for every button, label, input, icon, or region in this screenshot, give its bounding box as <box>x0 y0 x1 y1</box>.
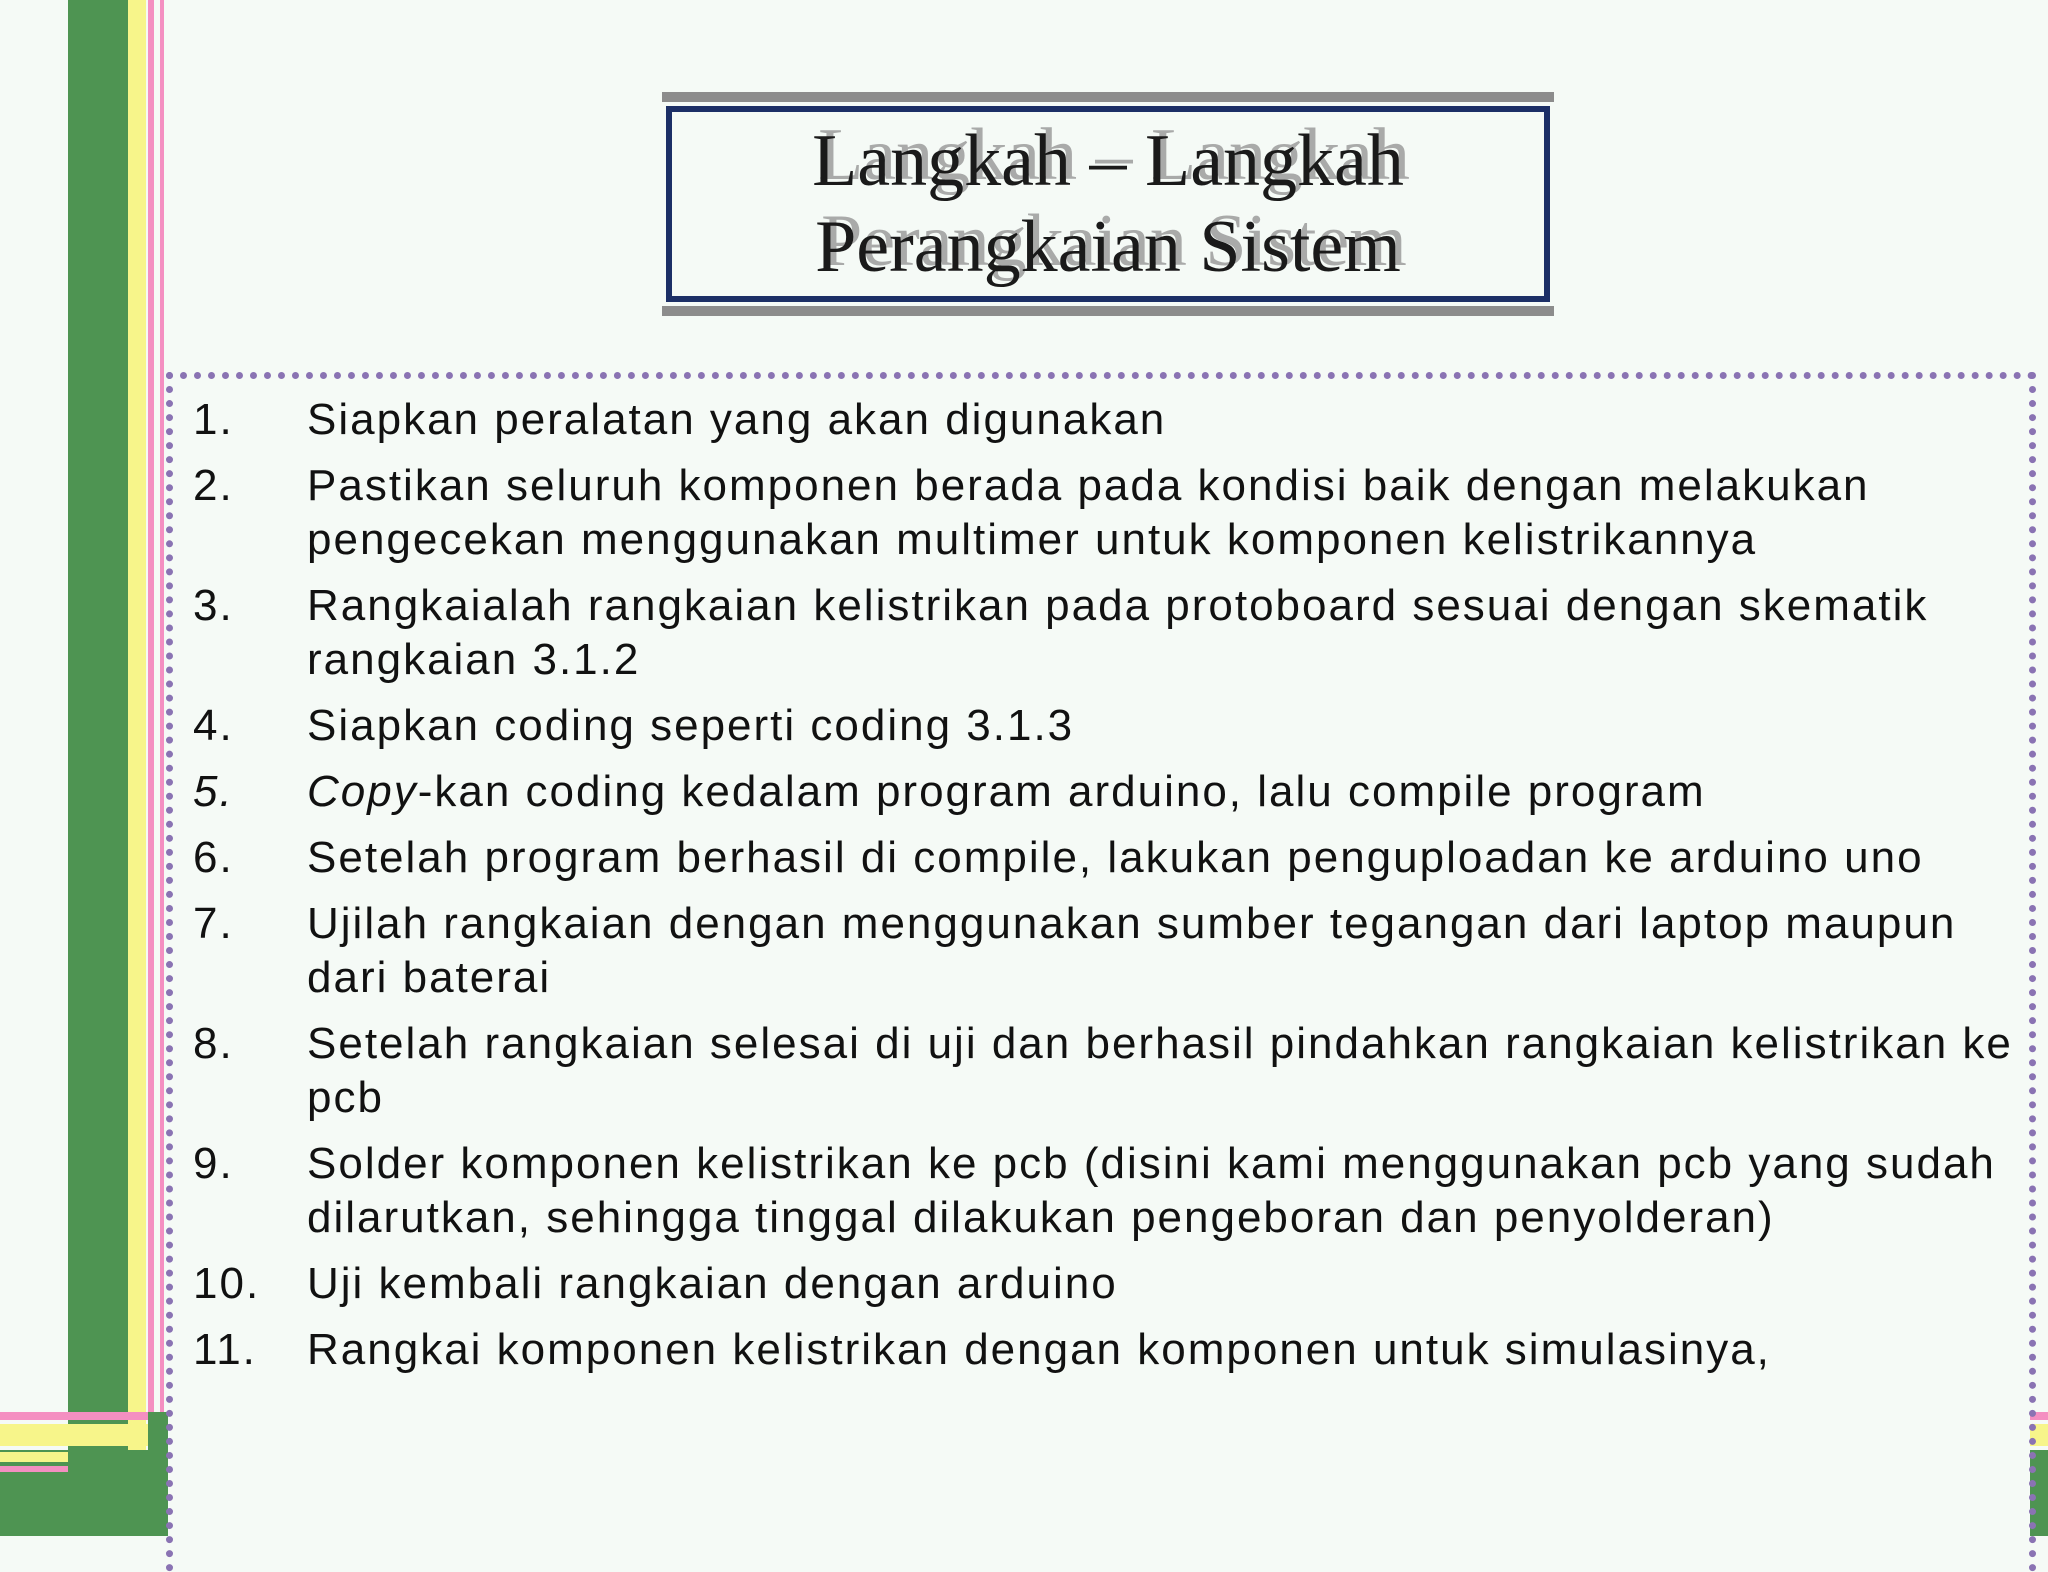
left-pink-stripe <box>148 0 154 1536</box>
list-item <box>193 765 2013 819</box>
title-box <box>662 92 1554 316</box>
step-text: Ujilah rangkaian dengan menggunakan sumber tegangan dari laptop maupun dari baterai <box>307 899 1957 1002</box>
step-text: Rangkai komponen kelistrikan dengan komponen untuk simulasinya, <box>307 1325 1771 1374</box>
page-title <box>812 118 1404 290</box>
step-text: Uji kembali rangkaian dengan arduino <box>307 1259 1118 1308</box>
step-text-rest: -kan coding kedalam program arduino, lalu compile program <box>417 767 1706 816</box>
step-text: Solder komponen kelistrikan ke pcb (disini kami menggunakan pcb yang sudah dilarutkan, sehingga tinggal dilakukan pengeboran dan penyolderan) <box>307 1139 1996 1242</box>
bottom-pink-stripe <box>0 1412 168 1420</box>
bottom-pink-stripe-inner <box>0 1466 68 1472</box>
list-item <box>193 1017 2013 1125</box>
list-item <box>193 699 2013 753</box>
bottom-green-stripe <box>0 1450 168 1536</box>
list-item <box>193 831 2013 885</box>
step-text <box>307 765 2013 819</box>
list-item <box>193 579 2013 687</box>
list-item <box>193 897 2013 1005</box>
left-pink-stripe-thin <box>160 0 164 1536</box>
list-item <box>193 1137 2013 1245</box>
step-text: Rangkaialah rangkaian kelistrikan pada protoboard sesuai dengan skematik rangkaian 3.1.2 <box>307 581 1929 684</box>
step-number: 8. <box>193 1019 234 1068</box>
corner-green-block <box>148 1412 168 1536</box>
list-item <box>193 1323 2013 1377</box>
step-text: Setelah rangkaian selesai di uji dan berhasil pindahkan rangkaian kelistrikan ke pcb <box>307 1019 2013 1122</box>
bottom-yellow-stripe-inner <box>0 1452 68 1462</box>
step-number: 5. <box>193 767 234 816</box>
step-number: 6. <box>193 833 234 882</box>
step-number: 10. <box>193 1259 261 1308</box>
title-frame <box>666 106 1550 302</box>
list-item <box>193 459 2013 567</box>
step-number: 1. <box>193 395 234 444</box>
step-number: 2. <box>193 461 234 510</box>
title-line-2: Perangkaian Sistem <box>815 206 1401 288</box>
step-number: 9. <box>193 1139 234 1188</box>
title-line-1: Langkah – Langkah <box>812 120 1404 202</box>
step-number: 4. <box>193 701 234 750</box>
step-number: 7. <box>193 899 234 948</box>
list-item <box>193 393 2013 447</box>
list-item <box>193 1257 2013 1311</box>
step-text: Siapkan peralatan yang akan digunakan <box>307 395 1167 444</box>
step-text: Setelah program berhasil di compile, lakukan penguploadan ke arduino uno <box>307 833 1924 882</box>
left-yellow-stripe <box>128 0 146 1536</box>
steps-list <box>193 393 2013 1389</box>
left-green-stripe <box>68 0 128 1536</box>
step-text: Pastikan seluruh komponen berada pada kondisi baik dengan melakukan pengecekan menggunakan multimer untuk komponen kelistrikannya <box>307 461 1870 564</box>
step-number: 3. <box>193 581 234 630</box>
step-text-italic: Copy <box>307 767 418 816</box>
step-text: Siapkan coding seperti coding 3.1.3 <box>307 701 1075 750</box>
step-number: 11. <box>193 1325 257 1374</box>
bottom-yellow-stripe <box>0 1424 168 1446</box>
steps-panel <box>166 372 2036 1572</box>
